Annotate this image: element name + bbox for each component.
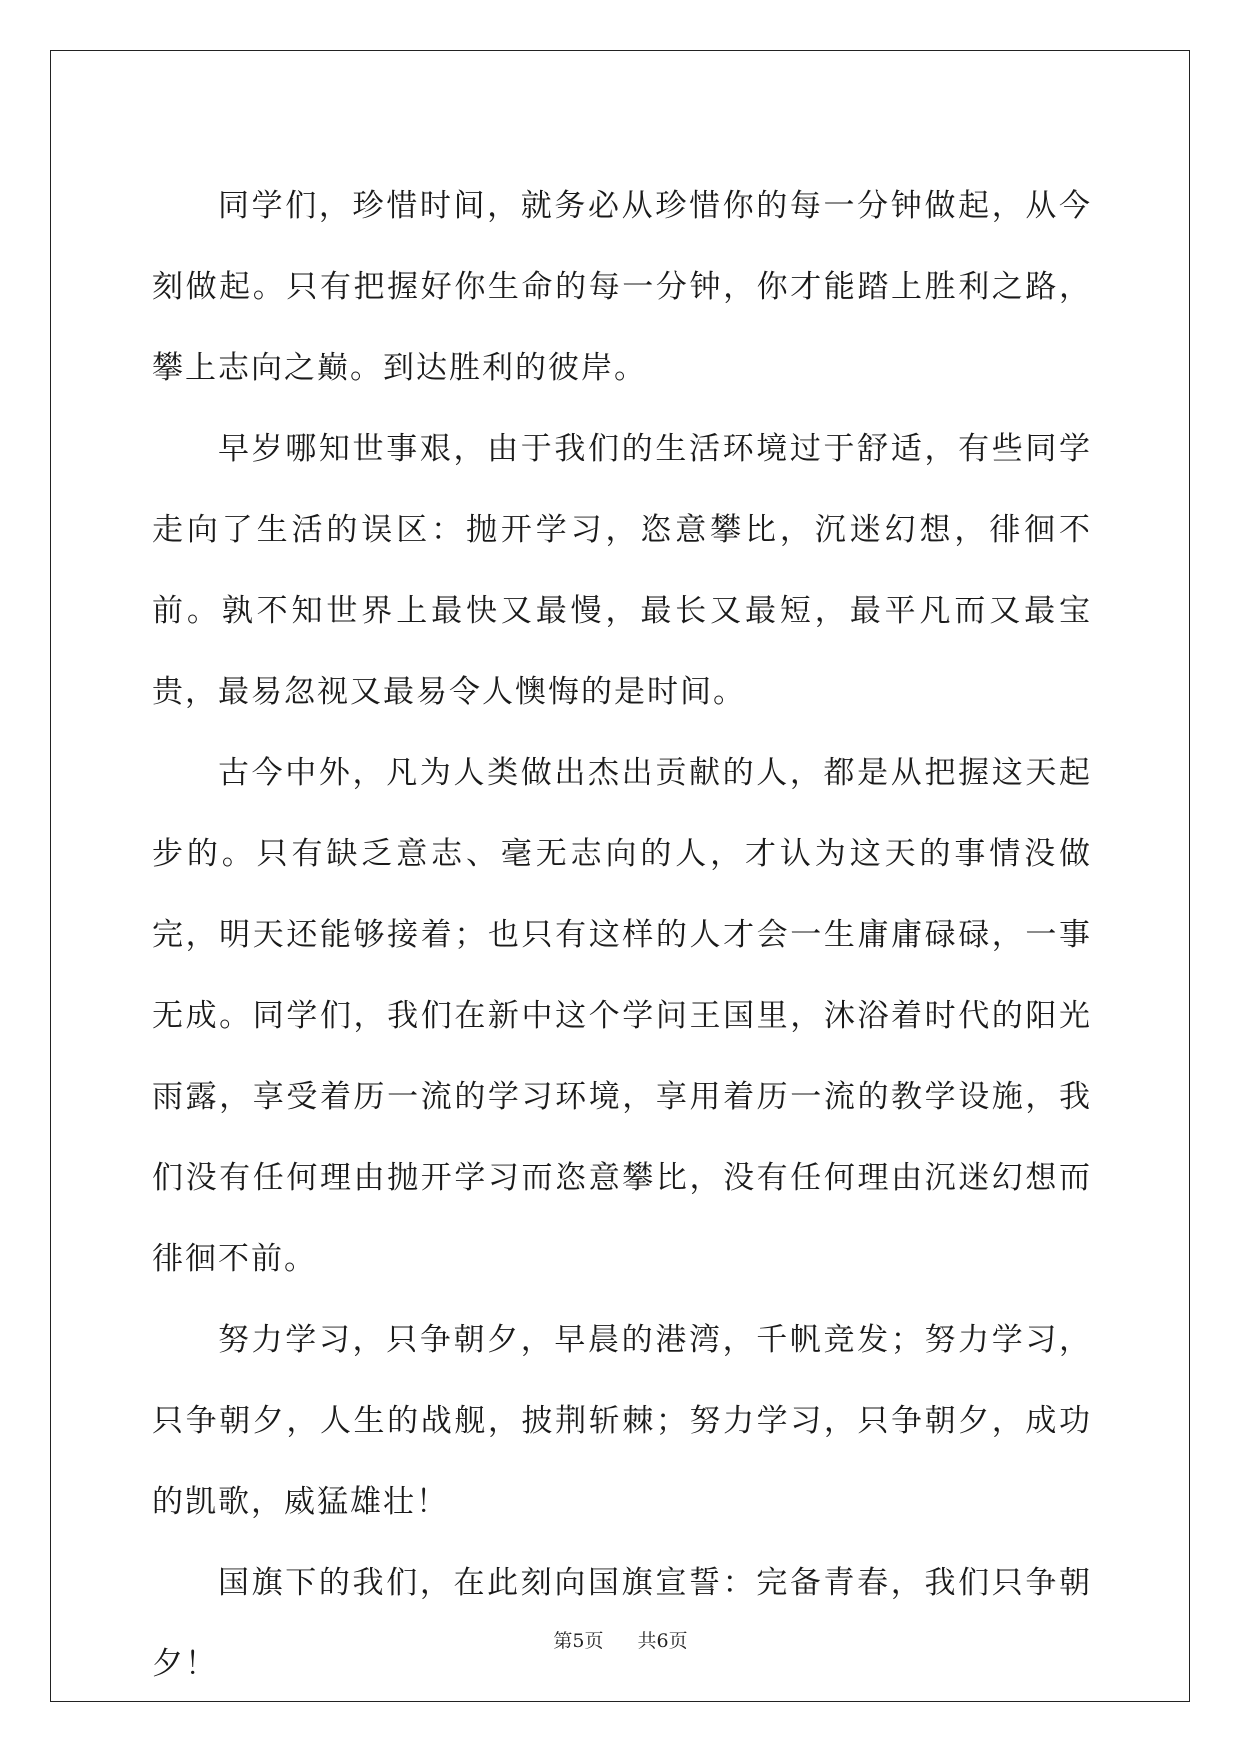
paragraph-4: 努力学习，只争朝夕，早晨的港湾，千帆竞发；努力学习，只争朝夕，人生的战舰，披荆斩棘；努力学习，只争朝夕，成功的凯歌，威猛雄壮！: [152, 1322, 1092, 1520]
paragraph-2: 早岁哪知世事艰，由于我们的生活环境过于舒适，有些同学走向了生活的误区：抛开学习，恣意攀比，沉迷幻想，徘徊不前。孰不知世界上最快又最慢，最长又最短，最平凡而又最宝贵，最易忽视又最易令人懊悔的是时间。: [152, 431, 1092, 710]
paragraph-3: 古今中外，凡为人类做出杰出贡献的人，都是从把握这天起步的。只有缺乏意志、毫无志向的人，才认为这天的事情没做完，明天还能够接着；也只有这样的人才会一生庸庸碌碌，一事无成。同学们，我们在新中这个学问王国里，沐浴着时代的阳光雨露，享受着历一流的学习环境，享用着历一流的教学设施，我们没有任何理由抛开学习而恣意攀比，没有任何理由沉迷幻想而徘徊不前。: [152, 755, 1092, 1277]
paragraph-5: 国旗下的我们，在此刻向国旗宣誓：完备青春，我们只争朝夕！: [152, 1565, 1092, 1682]
page-number: 第5页: [553, 1630, 604, 1652]
document-body: [152, 166, 1092, 1705]
paragraph-1: 同学们，珍惜时间，就务必从珍惜你的每一分钟做起，从今刻做起。只有把握好你生命的每一分钟，你才能踏上胜利之路，攀上志向之巅。到达胜利的彼岸。: [152, 188, 1092, 386]
page-footer: [0, 1626, 1241, 1653]
page-total: 共6页: [637, 1630, 688, 1652]
